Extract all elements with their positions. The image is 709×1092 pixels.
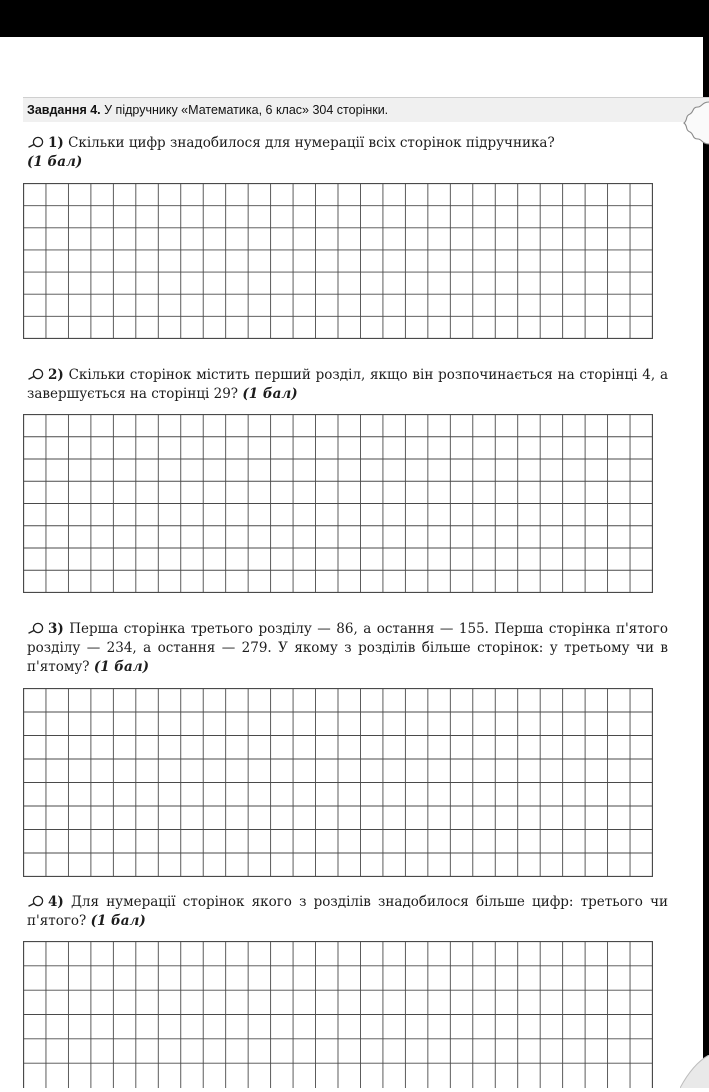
question-1-text: Скільки цифр знадобилося для нумерації всіх сторінок підручника? bbox=[68, 135, 555, 151]
question-2-text: Скільки сторінок містить перший розділ, якщо він розпочинається на сторінці 4, а завершується на сторінці 29? bbox=[27, 367, 668, 402]
answer-grid-4[interactable] bbox=[23, 941, 653, 1088]
question-2-number: 2) bbox=[48, 367, 64, 383]
right-edge-band bbox=[703, 37, 709, 1088]
question-4-text: Для нумерації сторінок якого з розділів знадобилося більше цифр: третього чи п'ятого? bbox=[27, 894, 668, 929]
scalloped-badge-icon bbox=[678, 100, 709, 146]
answer-grid-2[interactable] bbox=[23, 414, 653, 593]
magnifier-icon bbox=[27, 368, 45, 380]
question-3-points: (1 бал) bbox=[93, 659, 150, 675]
question-1-number: 1) bbox=[48, 135, 64, 151]
page-curl bbox=[680, 1055, 709, 1088]
question-3 bbox=[27, 620, 668, 677]
top-black-bar bbox=[0, 0, 709, 37]
question-2-points: (1 бал) bbox=[242, 386, 298, 402]
question-4-number: 4) bbox=[48, 894, 64, 910]
question-3-text: Перша сторінка третього розділу — 86, а остання — 155. Перша сторінка п'ятого розділу — 234, а остання — 279. У якому з розділів більше сторінок: у третьому чи в п'ятому? bbox=[27, 621, 668, 675]
task-title bbox=[27, 103, 388, 117]
task-label: Завдання 4. bbox=[27, 103, 101, 117]
magnifier-icon bbox=[27, 136, 45, 148]
magnifier-icon bbox=[27, 895, 45, 907]
task-text: У підручнику «Математика, 6 клас» 304 сторінки. bbox=[104, 103, 389, 117]
question-4-points: (1 бал) bbox=[90, 913, 146, 929]
answer-grid-1[interactable] bbox=[23, 183, 653, 339]
question-1 bbox=[27, 134, 668, 172]
question-3-number: 3) bbox=[48, 621, 64, 637]
question-1-points: (1 бал) bbox=[27, 154, 83, 170]
question-2 bbox=[27, 366, 668, 404]
magnifier-icon bbox=[27, 622, 45, 634]
answer-grid-3[interactable] bbox=[23, 688, 653, 877]
question-4 bbox=[27, 893, 668, 931]
